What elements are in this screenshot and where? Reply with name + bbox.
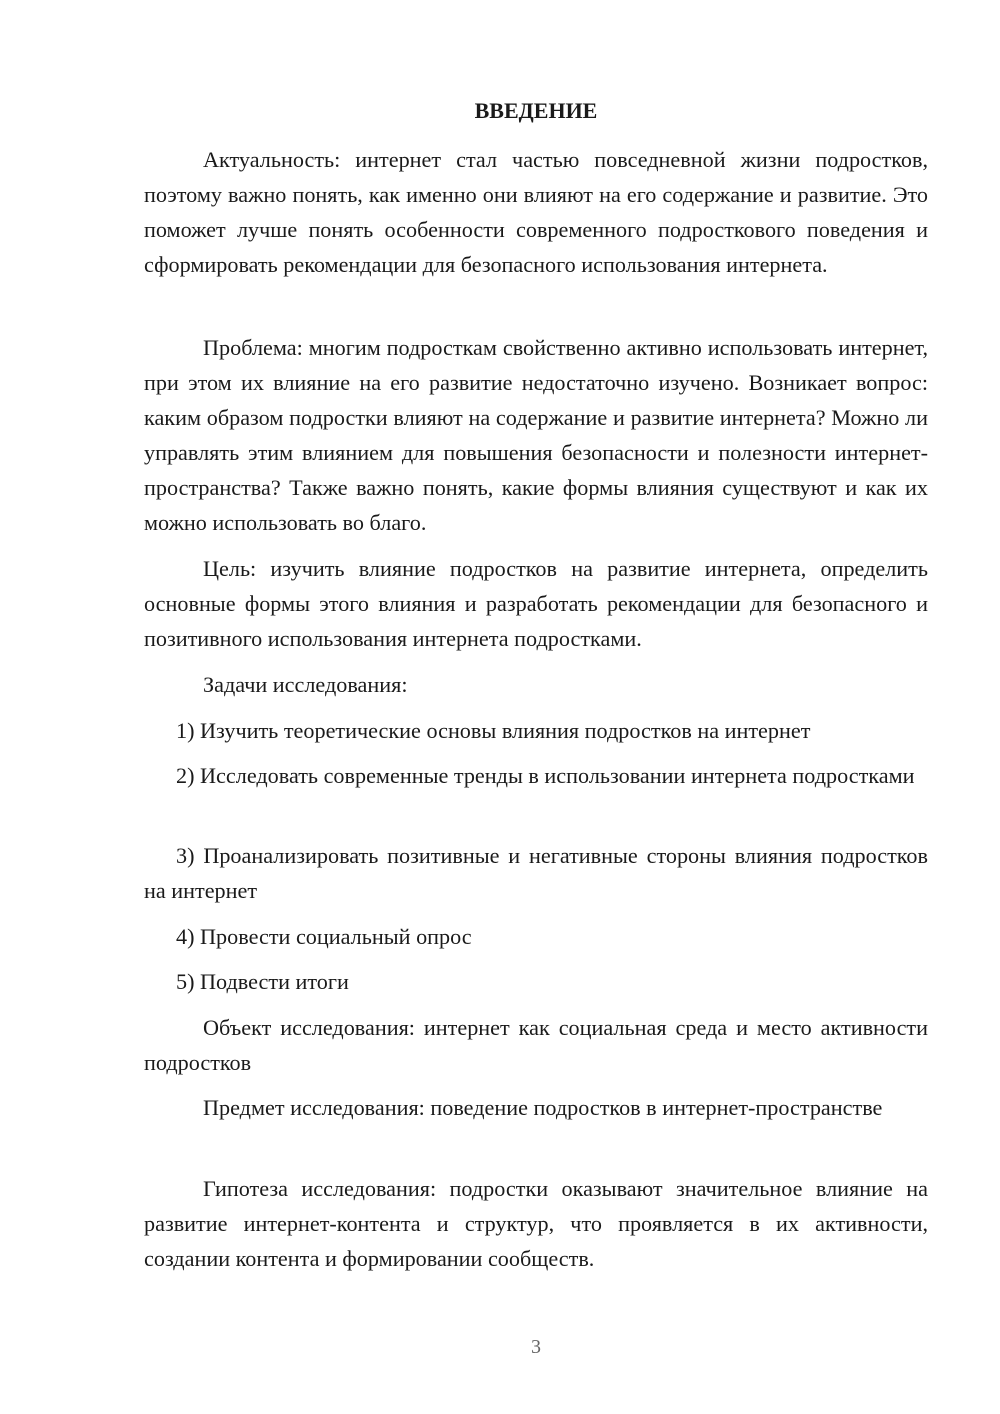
task-item-4: 4) Провести социальный опрос <box>176 924 472 949</box>
paragraph-problem: Проблема: многим подросткам свойственно активно использовать интернет, при этом их влияние на его развитие недостаточно изучено. Возникает вопрос: каким образом подростки влияют на содержание и развитие интернета? Можно ли управлять этим влиянием для повышения безопасности и полезности интернет-пространства? Также важно понять, какие формы влияния существуют и как их можно использовать во благо. <box>144 335 928 535</box>
task-item-5: 5) Подвести итоги <box>176 969 349 994</box>
task-item-2: 2) Исследовать современные тренды в использовании интернета подростками <box>176 763 915 788</box>
paragraph-relevance: Актуальность: интернет стал частью повседневной жизни подростков, поэтому важно понять, как именно они влияют на его содержание и развитие. Это поможет лучше понять особенности современного подросткового поведения и сформировать рекомендации для безопасного использования интернета. <box>144 147 928 277</box>
paragraph-hypothesis: Гипотеза исследования: подростки оказывают значительное влияние на развитие интернет-контента и структур, что проявляется в их активности, создании контента и формировании сообществ. <box>144 1176 928 1271</box>
page-number: 3 <box>531 1336 541 1358</box>
paragraph-goal: Цель: изучить влияние подростков на развитие интернета, определить основные формы этого влияния и разработать рекомендации для безопасного и позитивного использования интернета подростками. <box>144 556 928 651</box>
section-title: ВВЕДЕНИЕ <box>474 98 598 123</box>
paragraph-subject: Предмет исследования: поведение подростков в интернет-пространстве <box>203 1095 883 1120</box>
paragraph-tasks-heading: Задачи исследования: <box>203 672 408 697</box>
task-item-3: 3) Проанализировать позитивные и негативные стороны влияния подростков на интернет <box>144 843 928 903</box>
document-page <box>144 0 928 1414</box>
task-item-1: 1) Изучить теоретические основы влияния подростков на интернет <box>176 718 811 743</box>
paragraph-object: Объект исследования: интернет как социальная среда и место активности подростков <box>144 1015 928 1075</box>
